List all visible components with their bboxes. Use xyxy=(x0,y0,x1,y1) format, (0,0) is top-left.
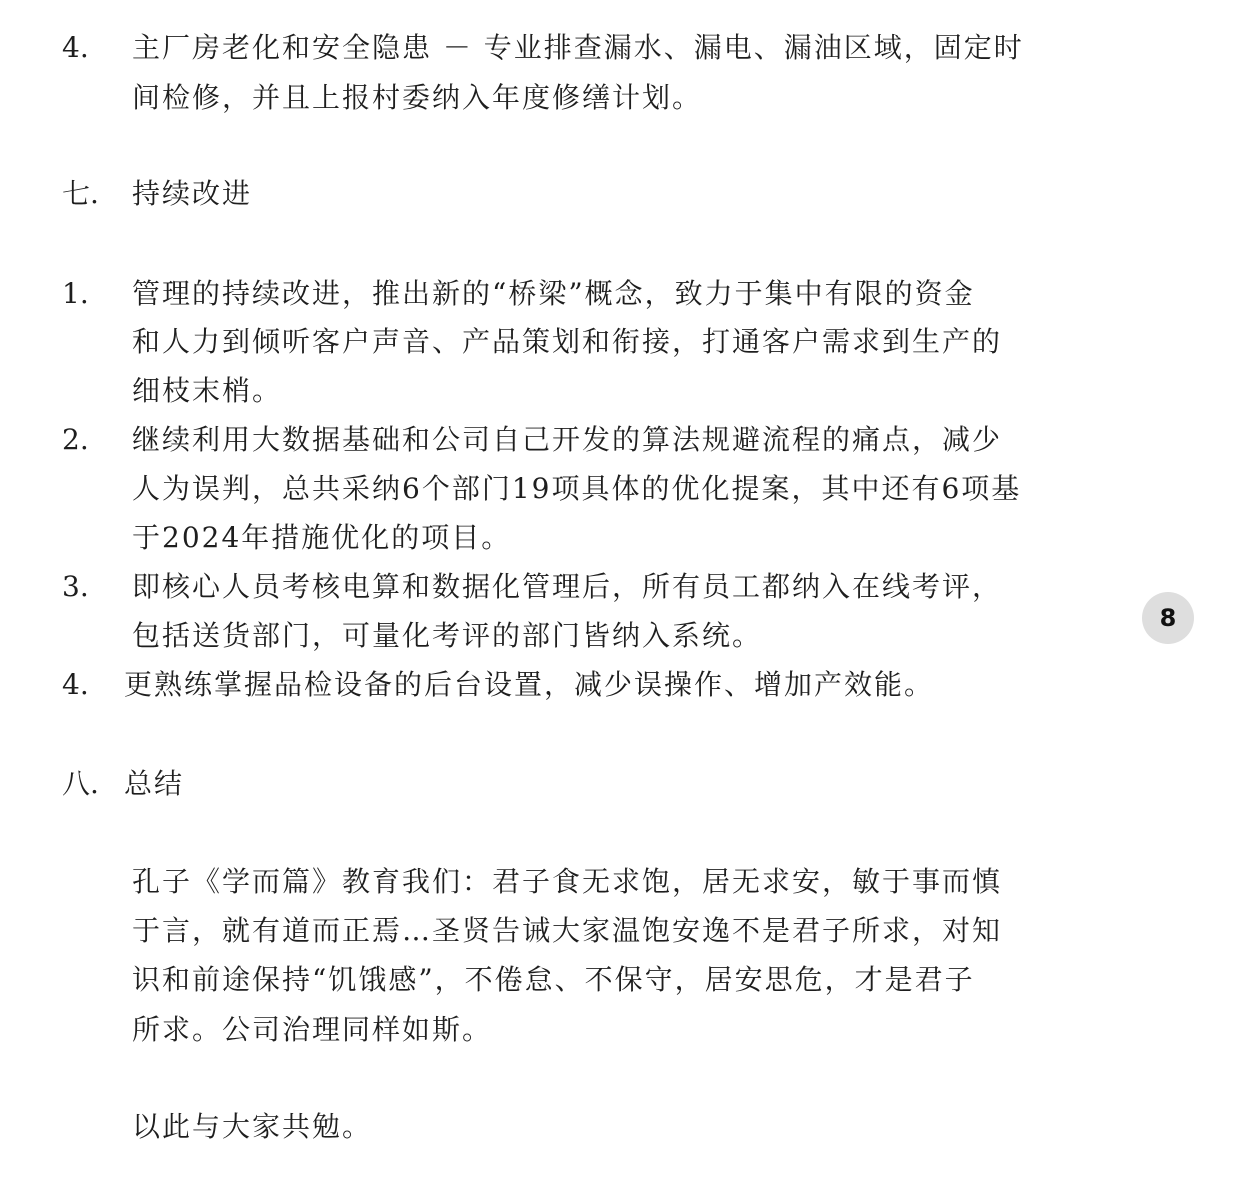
list-item-line: 和人力到倾听客户声音、产品策划和衔接，打通客户需求到生产的 xyxy=(132,325,1003,358)
list-item-line: 包括送货部门，可量化考评的部门皆纳入系统。 xyxy=(132,619,763,652)
section-heading: 总结 xyxy=(124,767,185,800)
paragraph-line: 孔子《学而篇》教育我们：君子食无求饱，居无求安，敏于事而慎 xyxy=(132,865,1003,898)
section-heading: 持续改进 xyxy=(132,177,253,210)
section-number: 八. xyxy=(62,767,99,800)
list-item-line: 间检修，并且上报村委纳入年度修缮计划。 xyxy=(132,81,703,114)
list-item-number: 4. xyxy=(62,668,89,701)
paragraph-line: 识和前途保持“饥饿感”，不倦怠、不保守，居安思危，才是君子 xyxy=(132,963,975,996)
list-item-line: 更熟练掌握品检设备的后台设置，减少误操作、增加产效能。 xyxy=(124,668,935,701)
list-item-number: 2. xyxy=(62,423,89,456)
closing-line: 以此与大家共勉。 xyxy=(132,1110,373,1143)
list-item-line: 人为误判，总共采纳6个部门19项具体的优化提案，其中还有6项基 xyxy=(132,472,1022,505)
list-item-number: 1. xyxy=(62,277,89,310)
page-number-badge xyxy=(1142,586,1194,650)
list-item-line: 即核心人员考核电算和数据化管理后，所有员工都纳入在线考评， xyxy=(132,570,1003,603)
paragraph-line: 所求。公司治理同样如斯。 xyxy=(132,1013,493,1046)
list-item-line: 管理的持续改进，推出新的“桥梁”概念，致力于集中有限的资金 xyxy=(132,277,975,310)
list-item-line: 细枝末梢。 xyxy=(132,374,283,407)
list-item-number: 3. xyxy=(62,570,89,603)
section-number: 七. xyxy=(62,177,99,210)
paragraph-line: 于言，就有道而正焉…圣贤告诫大家温饱安逸不是君子所求，对知 xyxy=(132,914,1003,947)
list-item-line: 继续利用大数据基础和公司自己开发的算法规避流程的痛点，减少 xyxy=(132,423,1003,456)
page-number: 8 xyxy=(1159,604,1177,632)
list-item-line: 主厂房老化和安全隐患 － 专业排查漏水、漏电、漏油区域，固定时 xyxy=(132,31,1024,64)
list-item-number: 4. xyxy=(62,31,89,64)
list-item-line: 于2024年措施优化的项目。 xyxy=(132,521,512,554)
